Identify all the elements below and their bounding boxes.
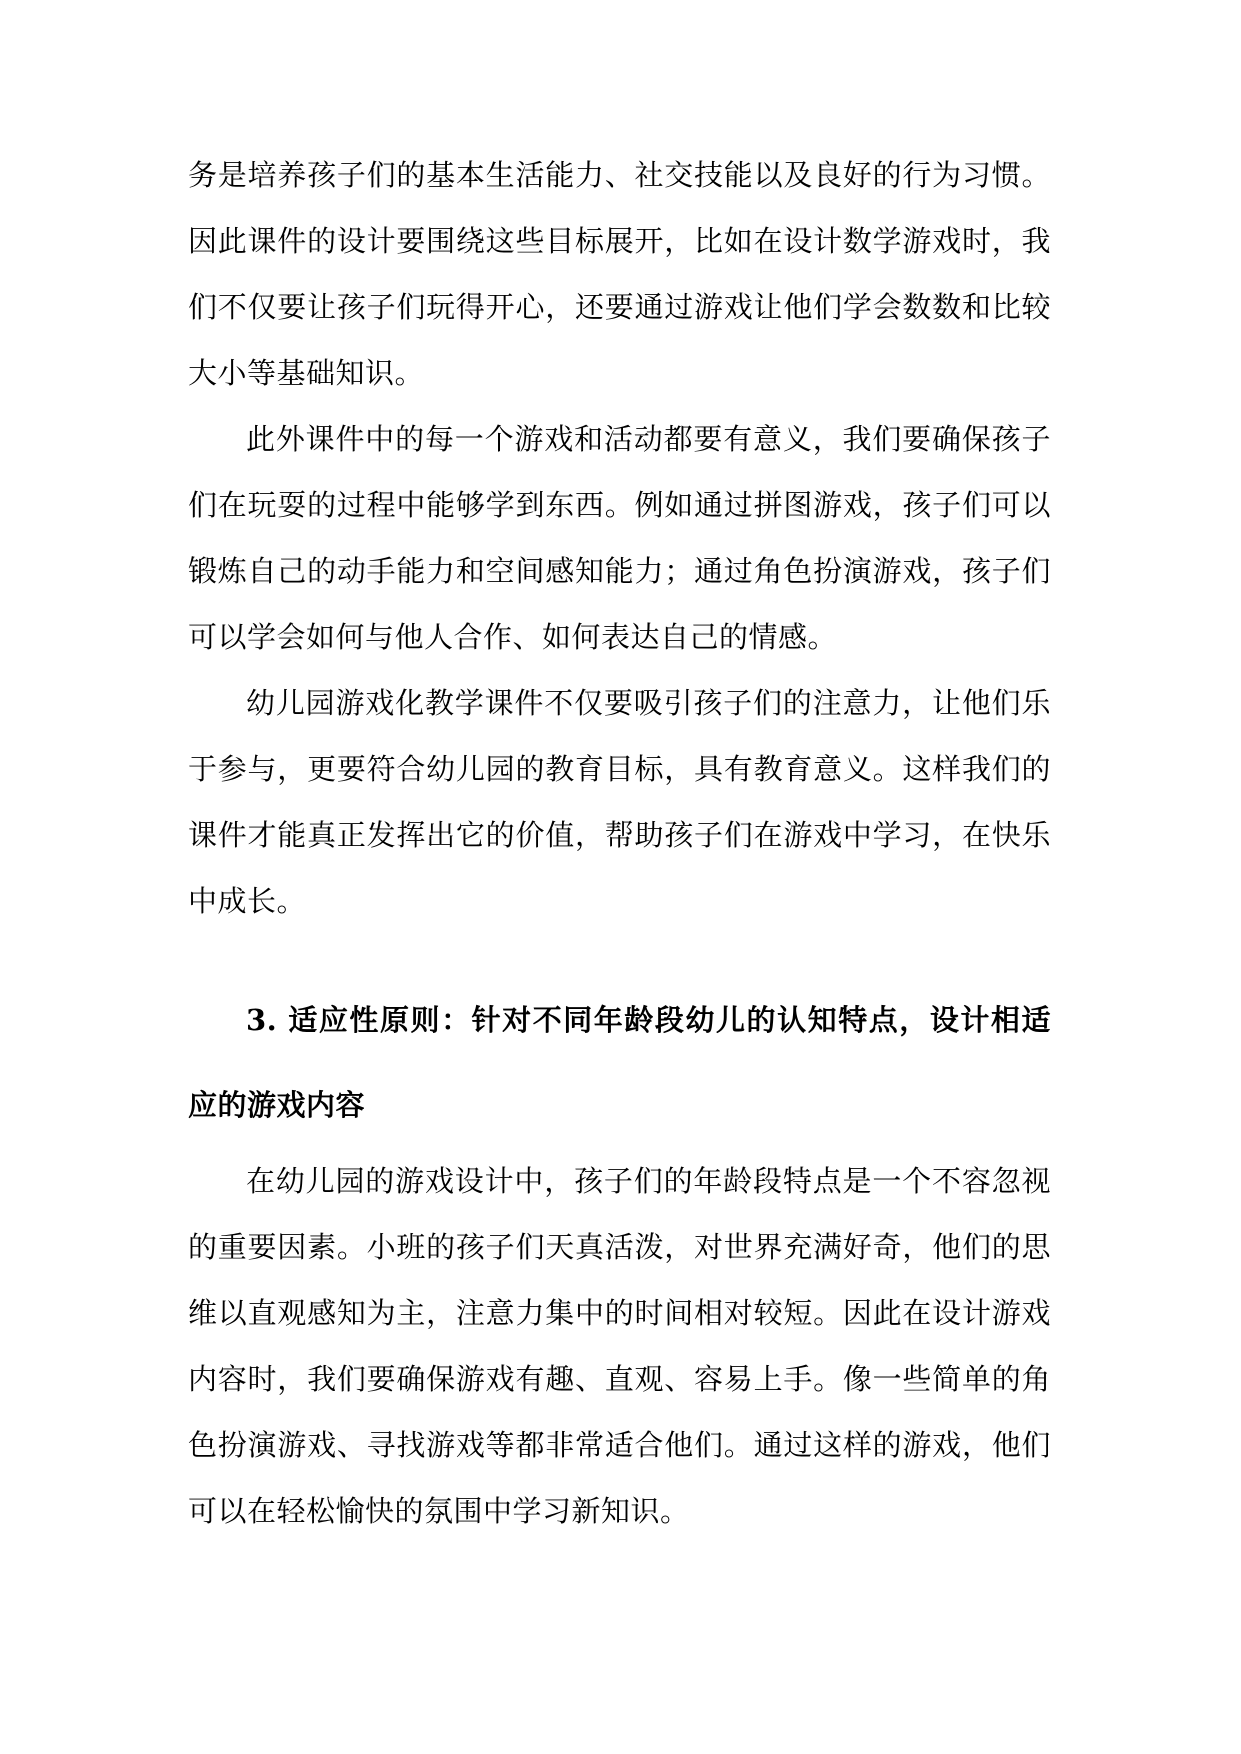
section-heading <box>188 978 1051 1148</box>
document-body <box>188 142 1051 1544</box>
paragraph: 幼儿园游戏化教学课件不仅要吸引孩子们的注意力，让他们乐于参与，更要符合幼儿园的教育目标，具有教育意义。这样我们的课件才能真正发挥出它的价值，帮助孩子们在游戏中学习，在快乐中成长。 <box>188 686 1051 918</box>
paragraph: 此外课件中的每一个游戏和活动都要有意义，我们要确保孩子们在玩耍的过程中能够学到东西。例如通过拼图游戏，孩子们可以锻炼自己的动手能力和空间感知能力；通过角色扮演游戏，孩子们可以学会如何与他人合作、如何表达自己的情感。 <box>188 422 1051 654</box>
paragraph-continued: 务是培养孩子们的基本生活能力、社交技能以及良好的行为习惯。因此课件的设计要围绕这些目标展开，比如在设计数学游戏时，我们不仅要让孩子们玩得开心，还要通过游戏让他们学会数数和比较大小等基础知识。 <box>188 158 1051 390</box>
paragraph: 在幼儿园的游戏设计中，孩子们的年龄段特点是一个不容忽视的重要因素。小班的孩子们天真活泼，对世界充满好奇，他们的思维以直观感知为主，注意力集中的时间相对较短。因此在设计游戏内容时，我们要确保游戏有趣、直观、容易上手。像一些简单的角色扮演游戏、寻找游戏等都非常适合他们。通过这样的游戏，他们可以在轻松愉快的氛围中学习新知识。 <box>188 1164 1051 1528</box>
section-heading-text: 适应性原则：针对不同年龄段幼儿的认知特点，设计相适应的游戏内容 <box>188 1003 1051 1122</box>
section-number: 3. <box>246 1003 278 1037</box>
